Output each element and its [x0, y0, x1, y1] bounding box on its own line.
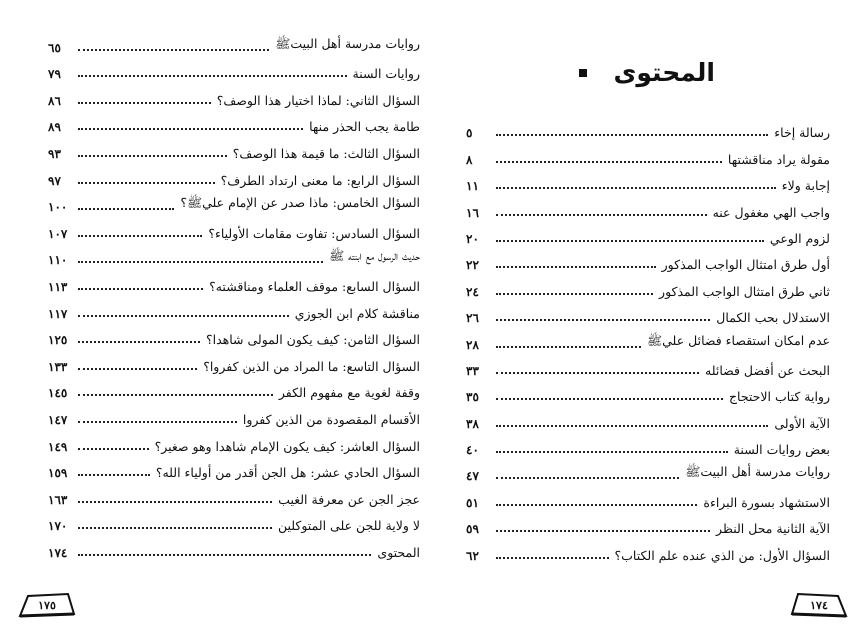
dot-leader — [496, 530, 710, 532]
dot-leader — [496, 557, 609, 559]
page-number-right — [790, 592, 848, 618]
toc-entry-title: حديث الرسول مع ابنته ﷺ — [329, 248, 420, 264]
toc-entry — [48, 28, 420, 55]
toc-heading-text: المحتوى — [613, 58, 715, 87]
toc-entry-title: السؤال الثاني: لماذا اختيار هذا الوصف؟ — [216, 92, 420, 108]
toc-entry-page: ٧٩ — [48, 67, 61, 82]
toc-entry-title: وقفة لغوية مع مفهوم الكفر — [278, 385, 420, 401]
dot-leader — [496, 398, 723, 400]
toc-entry-page: ١٤٥ — [48, 386, 68, 401]
toc-entry — [48, 214, 420, 241]
toc-entry — [48, 241, 420, 268]
dot-leader — [496, 240, 764, 242]
toc-entry-title: الأقسام المقصودة من الذين كفروا — [242, 411, 420, 427]
toc-entry-title: السؤال الثالث: ما قيمة هذا الوصف؟ — [232, 145, 420, 161]
toc-entry-page: ٢٤ — [466, 284, 479, 299]
toc-entry — [48, 55, 420, 82]
toc-entry-page: ٤٠ — [466, 443, 479, 458]
page-number-right-text: ١٧٤ — [810, 598, 828, 612]
toc-entry-title: لزوم الوعي — [769, 230, 830, 246]
toc-entry — [466, 483, 830, 509]
toc-entry-title: عدم امكان استقصاء فضائل عليﷺ — [647, 332, 830, 348]
toc-entry — [466, 167, 830, 193]
dot-leader — [78, 501, 272, 503]
dot-leader — [78, 155, 227, 157]
toc-entry-page: ٨٦ — [48, 93, 61, 108]
toc-entry-title: عجز الجن عن معرفة الغيب — [278, 491, 420, 507]
toc-entry-page: ٦٥ — [48, 40, 61, 55]
dot-leader — [496, 293, 653, 295]
dot-leader — [496, 266, 656, 268]
toc-list-left — [48, 28, 420, 560]
toc-entry-title: السؤال العاشر: كيف يكون الإمام شاهدا وهو صغير؟ — [154, 438, 420, 454]
toc-entry-title: رسالة إخاء — [774, 125, 830, 141]
toc-entry — [48, 108, 420, 135]
toc-entry — [466, 140, 830, 166]
dot-leader — [78, 368, 197, 370]
toc-entry — [466, 299, 830, 325]
dot-leader — [496, 346, 641, 348]
toc-entry — [48, 267, 420, 294]
dot-leader — [496, 451, 728, 453]
dot-leader — [496, 504, 697, 506]
toc-entry-title: السؤال الأول: من الذي عنده علم الكتاب؟ — [614, 547, 830, 563]
toc-entry-title: السؤال التاسع: ما المراد من الذين كفروا؟ — [203, 358, 420, 374]
toc-entry — [466, 404, 830, 430]
toc-entry — [48, 321, 420, 348]
dot-leader — [496, 425, 768, 427]
toc-entry — [48, 81, 420, 108]
toc-entry-page: ٣٣ — [466, 363, 479, 378]
toc-entry — [466, 246, 830, 272]
toc-entry — [466, 272, 830, 298]
dot-leader — [78, 448, 149, 450]
toc-entry-page: ١١٠ — [48, 253, 68, 268]
dot-leader — [78, 288, 203, 290]
toc-entry — [48, 454, 420, 481]
toc-entry-title: رواية كتاب الاحتجاج — [728, 389, 830, 405]
toc-entry-title: روايات مدرسة أهل البيتﷺ — [685, 464, 830, 480]
square-bullet-icon — [579, 69, 587, 77]
toc-entry-title: الاستشهاد بسورة البراءة — [703, 494, 830, 510]
toc-entry — [466, 378, 830, 404]
dot-leader — [78, 527, 272, 529]
dot-leader — [78, 75, 347, 77]
toc-entry-page: ٣٨ — [466, 416, 479, 431]
toc-entry-title: الآية الأولى — [774, 415, 830, 431]
toc-entry — [48, 161, 420, 188]
toc-entry-title: السؤال الثامن: كيف يكون المولى شاهدا؟ — [205, 332, 420, 348]
left-page — [0, 0, 432, 639]
toc-entry — [466, 220, 830, 246]
toc-entry-page: ٥١ — [466, 495, 479, 510]
toc-entry-page: ١٧٤ — [48, 545, 68, 560]
toc-list-right — [466, 114, 830, 563]
dot-leader — [496, 187, 776, 189]
toc-entry — [48, 374, 420, 401]
toc-entry-page: ١٤٧ — [48, 412, 68, 427]
toc-entry-page: ١٦٣ — [48, 492, 68, 507]
toc-entry — [48, 427, 420, 454]
toc-heading — [575, 58, 715, 87]
toc-entry — [466, 536, 830, 562]
toc-entry — [48, 134, 420, 161]
dot-leader — [78, 474, 150, 476]
toc-entry-page: ١٢٥ — [48, 333, 68, 348]
toc-entry-page: ٢٨ — [466, 337, 479, 352]
toc-entry — [48, 188, 420, 215]
toc-entry-title: أول طرق امتثال الواجب المذكور — [661, 257, 830, 273]
toc-entry-page: ١١٧ — [48, 306, 68, 321]
toc-entry-page: ٢٦ — [466, 311, 479, 326]
toc-entry-title: روايات السنة — [352, 66, 420, 82]
toc-entry-page: ١١٣ — [48, 279, 68, 294]
dot-leader — [496, 319, 710, 321]
toc-entry-page: ٨ — [466, 152, 473, 167]
toc-entry-title: بعض روايات السنة — [733, 442, 830, 458]
dot-leader — [496, 372, 699, 374]
dot-leader — [78, 394, 273, 396]
toc-entry-page: ٩٣ — [48, 146, 61, 161]
toc-entry — [466, 457, 830, 483]
toc-entry-title: ثاني طرق امتثال الواجب المذكور — [659, 283, 830, 299]
toc-entry-page: ١٣٣ — [48, 359, 68, 374]
toc-entry-page: ٢٠ — [466, 231, 479, 246]
toc-entry-title: مناقشة كلام ابن الجوزي — [294, 305, 420, 321]
toc-entry — [48, 347, 420, 374]
dot-leader — [78, 421, 237, 423]
toc-entry-page: ٣٥ — [466, 390, 479, 405]
dot-leader — [78, 208, 174, 210]
page-number-left — [18, 592, 76, 618]
dot-leader — [78, 554, 371, 556]
toc-entry-title: السؤال الرابع: ما معنى ارتداد الطرف؟ — [220, 172, 420, 188]
toc-entry — [48, 507, 420, 534]
dot-leader — [496, 214, 707, 216]
toc-entry — [48, 294, 420, 321]
toc-entry-page: ٤٧ — [466, 469, 479, 484]
toc-entry-title: روايات مدرسة أهل البيتﷺ — [275, 35, 420, 51]
toc-entry-title: السؤال الحادي عشر: هل الجن أقدر من أولياء الله؟ — [155, 465, 420, 481]
toc-entry-title: الاستدلال بحب الكمال — [716, 310, 830, 326]
toc-entry-title: المحتوى — [377, 544, 420, 560]
toc-entry-title: مقولة يراد مناقشتها — [727, 151, 830, 167]
toc-entry — [48, 400, 420, 427]
toc-entry-page: ٢٢ — [466, 258, 479, 273]
toc-entry-page: ١٦ — [466, 205, 479, 220]
toc-entry-page: ٩٧ — [48, 173, 61, 188]
toc-entry-page: ١١ — [466, 179, 479, 194]
toc-entry — [48, 480, 420, 507]
dot-leader — [496, 134, 768, 136]
toc-entry-title: البحث عن أفضل فضائله — [705, 362, 830, 378]
dot-leader — [78, 49, 269, 51]
toc-entry-page: ١٠٧ — [48, 226, 68, 241]
toc-entry-page: ٥٩ — [466, 522, 479, 537]
toc-entry-title: الآية الثانية محل النظر — [716, 521, 830, 537]
dot-leader — [78, 261, 323, 263]
toc-entry — [466, 114, 830, 140]
toc-entry-page: ١٧٠ — [48, 519, 68, 534]
toc-entry-title: إجابة ولاء — [781, 178, 830, 194]
toc-entry-page: ٦٢ — [466, 548, 479, 563]
dot-leader — [496, 477, 679, 479]
toc-entry-title: السؤال السادس: تفاوت مقامات الأولياء؟ — [208, 225, 420, 241]
toc-entry-title: لا ولاية للجن على المتوكلين — [277, 518, 420, 534]
toc-entry-title: واجب الهي مغفول عنه — [712, 204, 830, 220]
toc-entry-page: ١٠٠ — [48, 200, 68, 215]
dot-leader — [78, 315, 289, 317]
toc-entry-title: طامة يجب الحذر منها — [309, 119, 420, 135]
toc-entry-page: ١٥٩ — [48, 466, 68, 481]
toc-entry — [466, 352, 830, 378]
toc-entry — [466, 325, 830, 351]
dot-leader — [78, 128, 303, 130]
dot-leader — [78, 341, 200, 343]
toc-entry-page: ١٤٩ — [48, 439, 68, 454]
toc-entry — [466, 510, 830, 536]
toc-entry-page: ٨٩ — [48, 120, 61, 135]
dot-leader — [78, 235, 202, 237]
page-number-left-text: ١٧٥ — [38, 598, 56, 612]
toc-entry-title: السؤال السابع: موقف العلماء ومناقشته؟ — [209, 278, 420, 294]
toc-entry-page: ٥ — [466, 126, 473, 141]
toc-entry — [466, 193, 830, 219]
dot-leader — [496, 161, 722, 163]
dot-leader — [78, 102, 211, 104]
toc-entry-title: السؤال الخامس: ماذا صدر عن الإمام عليﷺ؟ — [180, 195, 420, 211]
toc-entry — [466, 431, 830, 457]
dot-leader — [78, 182, 215, 184]
toc-entry — [48, 533, 420, 560]
